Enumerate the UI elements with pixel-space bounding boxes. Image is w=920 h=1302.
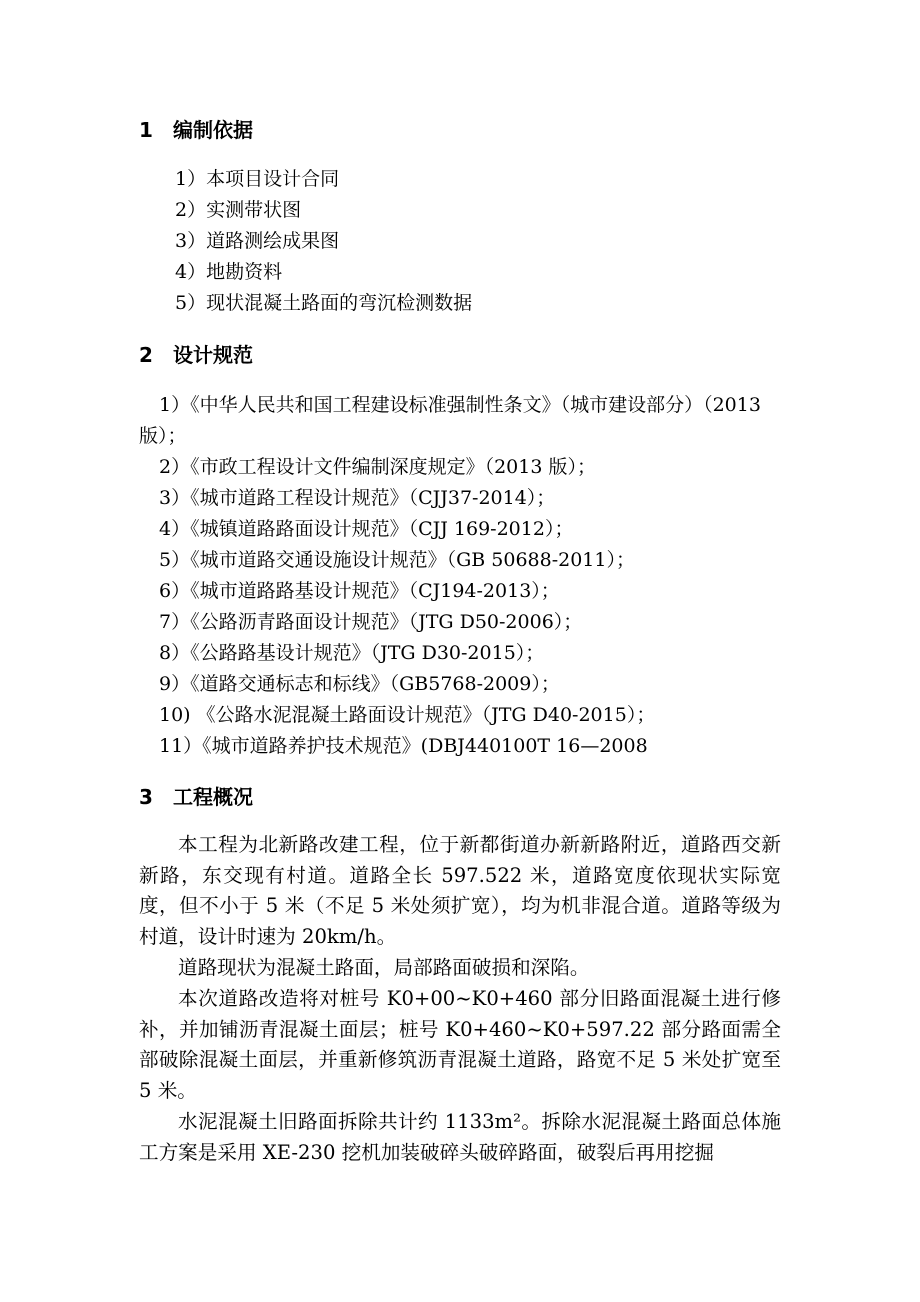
list-item: 10) 《公路水泥混凝土路面设计规范》（JTG D40-2015）； <box>159 704 656 726</box>
list-item: 5）现状混凝土路面的弯沉检测数据 <box>175 292 473 314</box>
overview-paragraph: 本次道路改造将对桩号 K0+00~K0+460 部分旧路面混凝土进行修补，并加铺沥青混凝土面层；桩号 K0+460~K0+597.22 部分路面需全部破除混凝土面层，并重新修筑沥青混凝土道路，路宽不足 5 米处扩宽至 5 米。 <box>139 987 781 1102</box>
section-heading-overview <box>139 785 253 809</box>
list-item: 3）《城市道路工程设计规范》（CJJ37-2014）； <box>159 487 556 509</box>
list-item: 3）道路测绘成果图 <box>175 230 340 252</box>
section-number: 3 <box>139 785 153 809</box>
overview-paragraph: 本工程为北新路改建工程，位于新都街道办新新路附近，道路西交新新路，东交现有村道。道路全长 597.522 米，道路宽度依现状实际宽度，但不小于 5 米（不足 5 米处须扩宽），均为机非混合道。道路等级为村道，设计时速为 20km/h。 <box>139 833 781 948</box>
basis-list <box>175 164 472 319</box>
list-item: 1）本项目设计合同 <box>175 168 340 190</box>
section-title: 设计规范 <box>173 343 253 367</box>
list-item: 5）《城市道路交通设施设计规范》（GB 50688-2011）； <box>159 549 635 571</box>
list-item: 1）《中华人民共和国工程建设标准强制性条文》（城市建设部分）（2013 版）； <box>139 394 761 447</box>
section-heading-standards <box>139 343 253 367</box>
overview-paragraph: 道路现状为混凝土路面，局部路面破损和深陷。 <box>178 956 590 979</box>
list-item: 2）《市政工程设计文件编制深度规定》（2013 版）； <box>159 456 596 478</box>
list-item: 7）《公路沥青路面设计规范》（JTG D50-2006）； <box>159 611 583 633</box>
section-title: 编制依据 <box>173 118 253 142</box>
list-item: 9）《道路交通标志和标线》（GB5768-2009）； <box>159 673 560 695</box>
section-number: 2 <box>139 343 153 367</box>
standards-list <box>139 390 781 762</box>
section-heading-basis <box>139 118 253 142</box>
list-item: 4）地勘资料 <box>175 261 283 283</box>
section-number: 1 <box>139 118 153 142</box>
list-item: 8）《公路路基设计规范》（JTG D30-2015）； <box>159 642 545 664</box>
overview-paragraph: 水泥混凝土旧路面拆除共计约 1133m²。拆除水泥混凝土路面总体施工方案是采用 XE-230 挖机加装破碎头破碎路面，破裂后再用挖掘 <box>139 1110 781 1164</box>
section-title: 工程概况 <box>173 785 253 809</box>
list-item: 2）实测带状图 <box>175 199 302 221</box>
list-item: 11）《城市道路养护技术规范》(DBJ440100T 16—2008 <box>159 735 648 757</box>
list-item: 4）《城镇道路路面设计规范》（CJJ 169-2012）； <box>159 518 574 540</box>
list-item: 6）《城市道路路基设计规范》（CJ194-2013）； <box>159 580 560 602</box>
